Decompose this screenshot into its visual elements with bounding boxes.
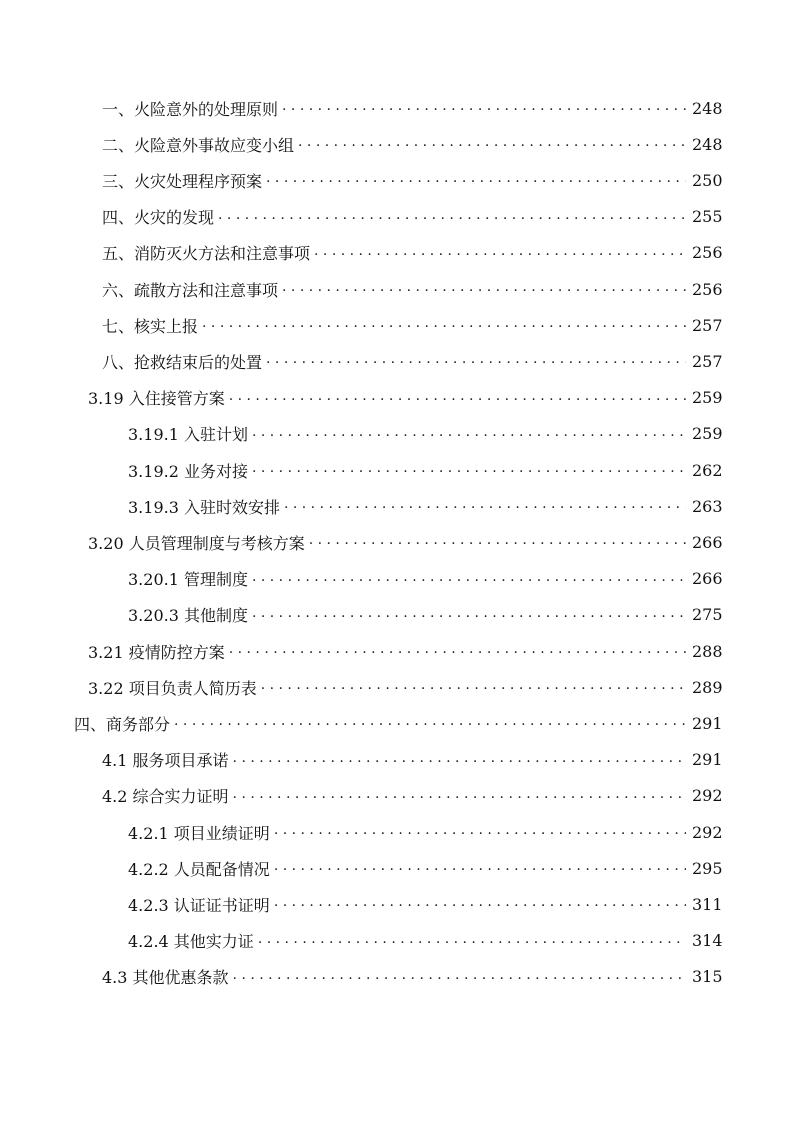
toc-entry-page: 262 [692,460,723,480]
toc-entry-title: 4.2.1 项目业绩证明 [128,823,270,843]
dot-leader [256,929,686,953]
toc-entry-page: 257 [692,315,723,335]
toc-entry[interactable] [128,567,722,591]
toc-entry[interactable] [128,603,722,627]
toc-entry-page: 256 [692,243,723,263]
toc-entry-title: 三、火灾处理程序预案 [102,171,263,191]
dot-leader [280,277,686,301]
toc-entry-page: 292 [692,822,723,842]
toc-entry[interactable] [128,458,722,482]
toc-entry[interactable] [128,929,722,953]
toc-entry[interactable] [88,386,722,410]
dot-leader [172,711,686,735]
toc-entry-title: 四、商务部分 [74,714,171,734]
toc-entry-title: 4.2.3 认证证书证明 [128,895,270,915]
toc-entry-title: 七、核实上报 [102,316,199,336]
toc-entry-page: 291 [692,713,723,733]
toc-entry-page: 288 [692,641,723,661]
toc-entry-page: 266 [692,569,723,589]
dot-leader [312,241,686,265]
toc-entry-title: 二、火险意外事故应变小组 [102,135,295,155]
toc-entry-page: 289 [692,677,723,697]
toc-entry[interactable] [102,205,722,229]
toc-entry-page: 315 [692,967,723,987]
dot-leader [227,386,686,410]
toc-entry[interactable] [128,422,722,446]
dot-leader [231,965,686,989]
toc-entry-title: 4.1 服务项目承诺 [102,751,229,771]
toc-entry-title: 八、抢救结束后的处置 [102,352,263,372]
toc-entry[interactable] [74,711,722,735]
toc-entry-title: 3.22 项目负责人简历表 [88,678,257,698]
dot-leader [280,96,686,120]
toc-entry[interactable] [102,241,722,265]
toc-entry-title: 五、消防灭火方法和注意事项 [102,244,311,264]
dot-leader [250,458,686,482]
toc-entry[interactable] [128,856,722,880]
toc-entry[interactable] [128,820,722,844]
toc-entry-title: 3.19.2 业务对接 [128,461,248,481]
toc-entry-title: 一、火险意外的处理原则 [102,99,279,119]
dot-leader [227,639,686,663]
toc-entry[interactable] [88,639,722,663]
toc-entry-page: 266 [692,532,723,552]
toc-entry-page: 248 [692,98,723,118]
toc-entry-title: 3.21 疫情防控方案 [88,642,225,662]
toc-entry-page: 291 [692,750,723,770]
toc-entry-page: 259 [692,388,723,408]
dot-leader [250,603,686,627]
toc-entry[interactable] [102,784,722,808]
toc-entry-title: 4.2.4 其他实力证 [128,932,254,952]
toc-entry-page: 256 [692,279,723,299]
toc-entry-page: 248 [692,134,723,154]
toc-entry-page: 257 [692,351,723,371]
dot-leader [272,820,686,844]
dot-leader [307,530,686,554]
toc-entry-page: 311 [692,894,723,914]
toc-entry-title: 3.20.1 管理制度 [128,570,248,590]
toc-entry-page: 295 [692,858,723,878]
toc-entry-title: 六、疏散方法和注意事项 [102,280,279,300]
toc-entry[interactable] [128,892,722,916]
toc-entry[interactable] [102,313,722,337]
dot-leader [272,856,686,880]
toc-entry-title: 3.19 入住接管方案 [88,389,225,409]
toc-entry[interactable] [88,675,722,699]
toc-entry-page: 255 [692,207,723,227]
toc-entry-title: 3.19.1 入驻计划 [128,425,248,445]
dot-leader [231,784,686,808]
dot-leader [200,313,686,337]
toc-entry-title: 4.3 其他优惠条款 [102,968,229,988]
dot-leader [250,567,686,591]
dot-leader [296,132,686,156]
toc-entry[interactable] [102,168,722,192]
dot-leader [272,892,686,916]
dot-leader [259,675,686,699]
toc-entry-page: 275 [692,605,723,625]
toc-entry-page: 263 [692,496,723,516]
dot-leader [282,494,686,518]
toc-entry-page: 292 [692,786,723,806]
toc-entry[interactable] [102,349,722,373]
toc-entry-title: 3.20.3 其他制度 [128,606,248,626]
toc-entry[interactable] [102,96,722,120]
toc-entry-page: 250 [692,170,723,190]
toc-entry-page: 314 [692,931,723,951]
dot-leader [264,168,686,192]
toc-entry-page: 259 [692,424,723,444]
toc-entry-title: 3.20 人员管理制度与考核方案 [88,533,305,553]
dot-leader [250,422,686,446]
toc-entry[interactable] [102,748,722,772]
dot-leader [216,205,686,229]
toc-entry[interactable] [102,277,722,301]
dot-leader [264,349,686,373]
toc-entry[interactable] [88,530,722,554]
toc-entry-title: 四、火灾的发现 [102,208,215,228]
toc-entry[interactable] [102,965,722,989]
toc-entry-title: 4.2 综合实力证明 [102,787,229,807]
toc-entry-title: 3.19.3 入驻时效安排 [128,497,280,517]
toc-entry[interactable] [102,132,722,156]
toc-entry[interactable] [128,494,722,518]
dot-leader [231,748,686,772]
toc-entry-title: 4.2.2 人员配备情况 [128,859,270,879]
